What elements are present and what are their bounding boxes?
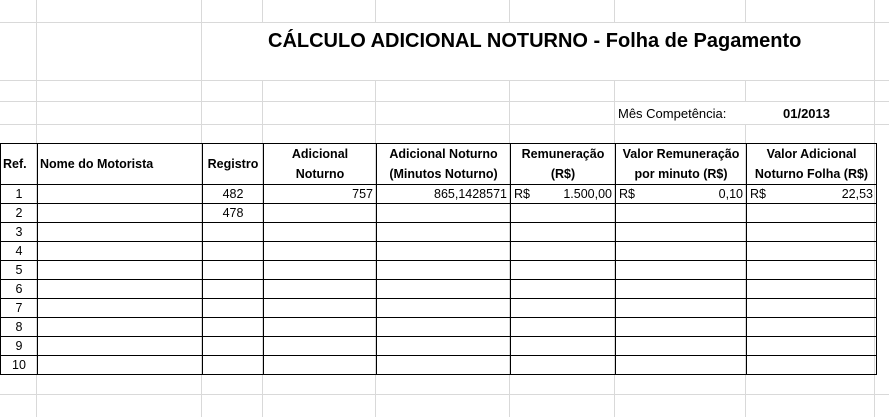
cell-minutos[interactable]: 865,1428571 (377, 185, 511, 204)
cell-valor_minuto[interactable] (616, 356, 747, 375)
cell-nome[interactable] (38, 299, 203, 318)
cell-remuneracao[interactable] (511, 223, 616, 242)
cell-registro[interactable] (203, 242, 264, 261)
table-row (1, 261, 877, 280)
cell-ref[interactable]: 5 (1, 261, 38, 280)
cell-minutos[interactable] (377, 299, 511, 318)
competencia-value[interactable]: 01/2013 (783, 106, 830, 121)
cell-valor_minuto[interactable] (616, 223, 747, 242)
currency-symbol: R$ (750, 187, 766, 201)
cell-adicional[interactable] (264, 242, 377, 261)
cell-registro[interactable]: 478 (203, 204, 264, 223)
cell-remuneracao[interactable] (511, 280, 616, 299)
cell-valor_adicional[interactable] (747, 261, 877, 280)
currency-symbol: R$ (619, 187, 635, 201)
cell-nome[interactable] (38, 223, 203, 242)
header-valor-minuto[interactable]: Valor Remuneração por minuto (R$) (616, 144, 747, 185)
table-row (1, 280, 877, 299)
cell-registro[interactable] (203, 261, 264, 280)
table-row (1, 318, 877, 337)
cell-valor_minuto[interactable] (616, 204, 747, 223)
cell-ref[interactable]: 9 (1, 337, 38, 356)
table-row (1, 299, 877, 318)
cell-valor_adicional[interactable] (747, 185, 877, 204)
cell-valor_adicional[interactable] (747, 242, 877, 261)
header-registro[interactable]: Registro (203, 144, 264, 185)
gridline (0, 394, 889, 395)
cell-minutos[interactable] (377, 242, 511, 261)
header-row (1, 144, 877, 185)
cell-adicional[interactable] (264, 223, 377, 242)
cell-valor_minuto[interactable] (616, 242, 747, 261)
cell-ref[interactable]: 3 (1, 223, 38, 242)
cell-minutos[interactable] (377, 356, 511, 375)
cell-registro[interactable]: 482 (203, 185, 264, 204)
cell-ref[interactable]: 7 (1, 299, 38, 318)
cell-minutos[interactable] (377, 261, 511, 280)
cell-registro[interactable] (203, 223, 264, 242)
currency-value: 1.500,00 (563, 187, 612, 201)
table-row (1, 223, 877, 242)
header-valor-adicional[interactable]: Valor Adicional Noturno Folha (R$) (747, 144, 877, 185)
cell-valor_adicional[interactable] (747, 356, 877, 375)
cell-adicional[interactable] (264, 337, 377, 356)
cell-remuneracao[interactable] (511, 204, 616, 223)
competencia-label: Mês Competência: (618, 106, 727, 121)
cell-minutos[interactable] (377, 318, 511, 337)
cell-adicional[interactable] (264, 299, 377, 318)
header-ref[interactable]: Ref. (1, 144, 38, 185)
cell-valor_adicional[interactable] (747, 280, 877, 299)
cell-ref[interactable]: 6 (1, 280, 38, 299)
header-nome[interactable]: Nome do Motorista (38, 144, 203, 185)
cell-minutos[interactable] (377, 337, 511, 356)
cell-valor_adicional[interactable] (747, 337, 877, 356)
cell-valor_minuto[interactable] (616, 280, 747, 299)
table-row (1, 356, 877, 375)
cell-remuneracao[interactable] (511, 261, 616, 280)
table-row (1, 337, 877, 356)
cell-valor_adicional[interactable] (747, 318, 877, 337)
cell-registro[interactable] (203, 299, 264, 318)
cell-nome[interactable] (38, 318, 203, 337)
header-remuneracao[interactable]: Remuneração (R$) (511, 144, 616, 185)
cell-remuneracao[interactable] (511, 356, 616, 375)
cell-ref[interactable]: 4 (1, 242, 38, 261)
cell-minutos[interactable] (377, 223, 511, 242)
header-adicional[interactable]: Adicional Noturno (264, 144, 377, 185)
cell-registro[interactable] (203, 337, 264, 356)
cell-registro[interactable] (203, 356, 264, 375)
table-row (1, 242, 877, 261)
cell-valor_minuto[interactable] (616, 299, 747, 318)
cell-remuneracao[interactable] (511, 185, 616, 204)
cell-adicional[interactable] (264, 280, 377, 299)
cell-valor_minuto[interactable] (616, 337, 747, 356)
cell-nome[interactable] (38, 337, 203, 356)
cell-valor_adicional[interactable] (747, 204, 877, 223)
cell-nome[interactable] (38, 185, 203, 204)
cell-valor_minuto[interactable] (616, 261, 747, 280)
gridline (0, 124, 889, 125)
cell-ref[interactable]: 2 (1, 204, 38, 223)
table-row (1, 204, 877, 223)
cell-adicional[interactable] (264, 204, 377, 223)
cell-valor_minuto[interactable] (616, 185, 747, 204)
cell-remuneracao[interactable] (511, 299, 616, 318)
cell-adicional[interactable]: 757 (264, 185, 377, 204)
cell-valor_adicional[interactable] (747, 223, 877, 242)
cell-adicional[interactable] (264, 318, 377, 337)
payroll-table (0, 143, 877, 375)
currency-value: 0,10 (718, 187, 743, 201)
currency-symbol: R$ (514, 187, 530, 201)
cell-adicional[interactable] (264, 261, 377, 280)
cell-ref[interactable]: 8 (1, 318, 38, 337)
cell-registro[interactable] (203, 280, 264, 299)
cell-remuneracao[interactable] (511, 242, 616, 261)
cell-nome[interactable] (38, 204, 203, 223)
sheet-title: CÁLCULO ADICIONAL NOTURNO - Folha de Pagamento (268, 30, 802, 52)
cell-valor_minuto[interactable] (616, 318, 747, 337)
cell-ref[interactable]: 10 (1, 356, 38, 375)
cell-nome[interactable] (38, 280, 203, 299)
cell-registro[interactable] (203, 318, 264, 337)
cell-nome[interactable] (38, 356, 203, 375)
table-row (1, 185, 877, 204)
header-minutos[interactable]: Adicional Noturno (Minutos Noturno) (377, 144, 511, 185)
cell-minutos[interactable] (377, 280, 511, 299)
cell-nome[interactable] (38, 261, 203, 280)
gridline (0, 80, 889, 81)
cell-adicional[interactable] (264, 356, 377, 375)
cell-remuneracao[interactable] (511, 318, 616, 337)
cell-nome[interactable] (38, 242, 203, 261)
cell-remuneracao[interactable] (511, 337, 616, 356)
currency-value: 22,53 (841, 187, 873, 201)
cell-valor_adicional[interactable] (747, 299, 877, 318)
cell-ref[interactable]: 1 (1, 185, 38, 204)
cell-minutos[interactable] (377, 204, 511, 223)
